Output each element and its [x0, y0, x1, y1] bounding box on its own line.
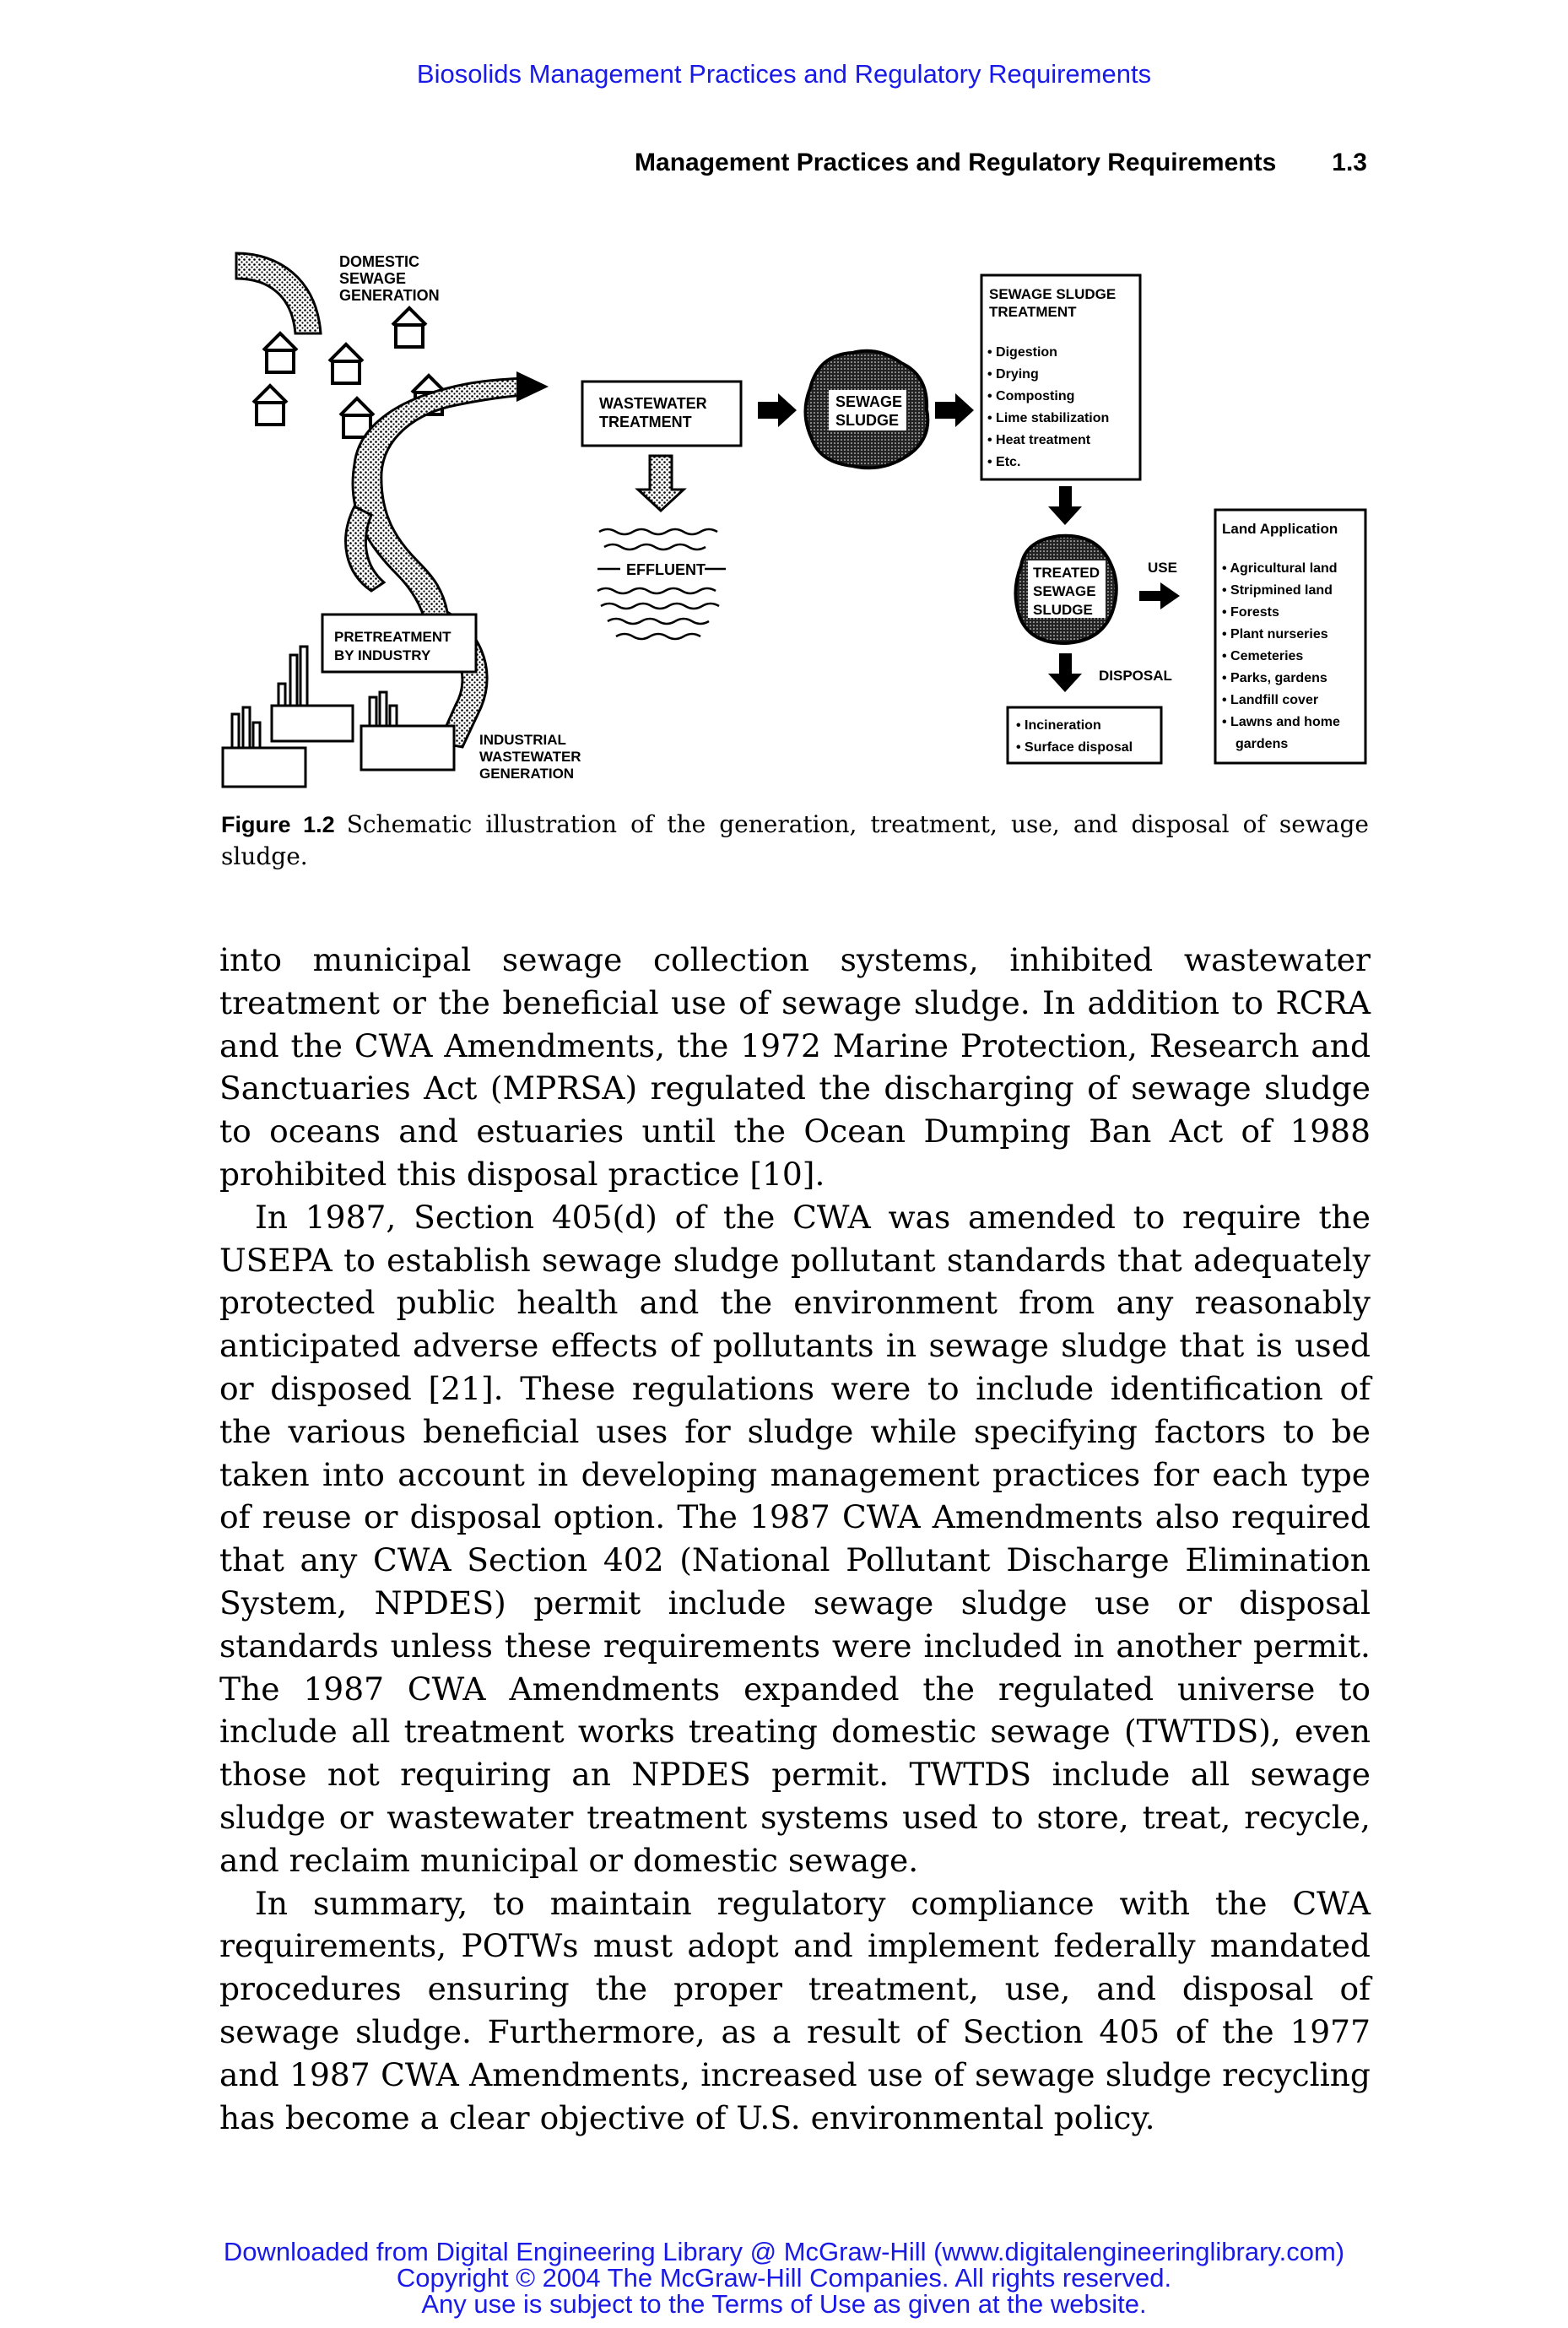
paragraph: into municipal sewage collection systems, inhibited wastewater treatment or the beneficial use of sewage sludge. In addition to RCRA and the CWA Amendments, the 1972 Marine Protection, Research and Sanctuaries Act (MPRSA) regulated the discharging of sewage sludge to oceans and estuaries until the Ocean Dumping Ban Act of 1988 prohibited this disposal practice [10].: [219, 941, 1371, 1193]
footer-download-link[interactable]: Downloaded from Digital Engineering Library @ McGraw-Hill (www.digitalengineeringlibrary.com): [223, 2237, 1345, 2266]
sludge-treatment-title: SEWAGE SLUDGE TREATMENT: [989, 286, 1117, 320]
book-title-link[interactable]: Biosolids Management Practices and Regulatory Requirements: [416, 59, 1152, 89]
figure-caption-text: Schematic illustration of the generation, treatment, use, and disposal of sewage sludge.: [221, 810, 1369, 870]
arrow-right-icon: [1139, 582, 1180, 609]
house-icon: [329, 344, 363, 383]
wastewater-treatment-label: WASTEWATER TREATMENT: [599, 395, 707, 430]
arrow-down-icon: [638, 456, 684, 511]
domestic-sewage-label: DOMESTIC SEWAGE GENERATION: [339, 253, 440, 304]
land-application-list: • Agricultural land • Stripmined land • Forests • Plant nurseries • Cemeteries • Parks, gardens • Landfill cover • Lawns and home gardens: [1222, 561, 1340, 751]
paragraph: In 1987, Section 405(d) of the CWA was amended to require the USEPA to establish sewage sludge pollutant standards that adequately protected public health and the environment from any reasonably anticipated adverse effects of pollutants in sewage sludge that is used or disposed [21]. These regulations were to include identification of the various beneficial uses for sludge while specifying factors to be taken into account in developing management practices for each type of reuse or disposal option. The 1987 CWA Amendments also required that any CWA Section 402 (National Pollutant Discharge Elimination System, NPDES) permit include sewage sludge use or disposal standards unless these requirements were included in another permit. The 1987 CWA Amendments expanded the regulated universe to include all treatment works treating domestic sewage (TWTDS), even those not requiring an NPDES permit. TWTDS include all sewage sludge or wastewater treatment systems used to store, treat, recycle, and reclaim municipal or domestic sewage.: [219, 1198, 1371, 1879]
paragraph: In summary, to maintain regulatory compliance with the CWA requirements, POTWs must adopt and implement federally mandated procedures ensuring the proper treatment, use, and disposal of sewage sludge. Furthermore, as a result of Section 405 of the 1977 and 1987 CWA Amendments, increased use of sewage sludge recycling has become a clear objective of U.S. environmental policy.: [219, 1884, 1371, 2136]
sludge-schematic-figure: [0, 0, 1568, 810]
body-text: [219, 939, 1371, 2139]
sewage-sludge-label: SEWAGE SLUDGE: [835, 393, 903, 429]
house-icon: [263, 333, 297, 372]
footer-terms-link[interactable]: Any use is subject to the Terms of Use as given at the website.: [421, 2289, 1147, 2319]
footer-copyright[interactable]: Copyright © 2004 The McGraw-Hill Companies. All rights reserved.: [396, 2263, 1172, 2293]
arrow-icon: [516, 371, 549, 402]
treated-sludge-label: TREATED SEWAGE SLUDGE: [1033, 565, 1100, 618]
figure-caption: [221, 809, 1369, 872]
disposal-label: DISPOSAL: [1099, 668, 1172, 684]
disposal-options-box: [1008, 707, 1161, 763]
arrow-right-icon: [758, 393, 797, 427]
effluent-waves: [597, 529, 726, 639]
use-label: USE: [1148, 560, 1177, 576]
arrow-down-icon: [1048, 653, 1082, 692]
house-icon: [392, 308, 426, 347]
footer: [0, 2239, 1568, 2317]
industrial-wastewater-label: INDUSTRIAL WASTEWATER GENERATION: [479, 732, 581, 782]
sewer-pipe: [353, 378, 523, 747]
disposal-list: • Incineration • Surface disposal: [1016, 718, 1133, 755]
page-number: 1.3: [1332, 149, 1367, 176]
house-icon: [253, 386, 287, 425]
running-title: Management Practices and Regulatory Requirements: [635, 149, 1277, 176]
figure-label: Figure 1.2: [221, 812, 335, 837]
arrow-down-icon: [1048, 486, 1082, 525]
pretreatment-label: PRETREATMENT BY INDUSTRY: [334, 629, 451, 663]
effluent-label: EFFLUENT: [626, 561, 706, 578]
domestic-pipe: [236, 253, 321, 333]
sludge-treatment-list: • Digestion • Drying • Composting • Lime stabilization • Heat treatment • Etc.: [987, 345, 1110, 469]
arrow-right-icon: [935, 393, 974, 427]
land-application-title: Land Application: [1222, 521, 1338, 537]
